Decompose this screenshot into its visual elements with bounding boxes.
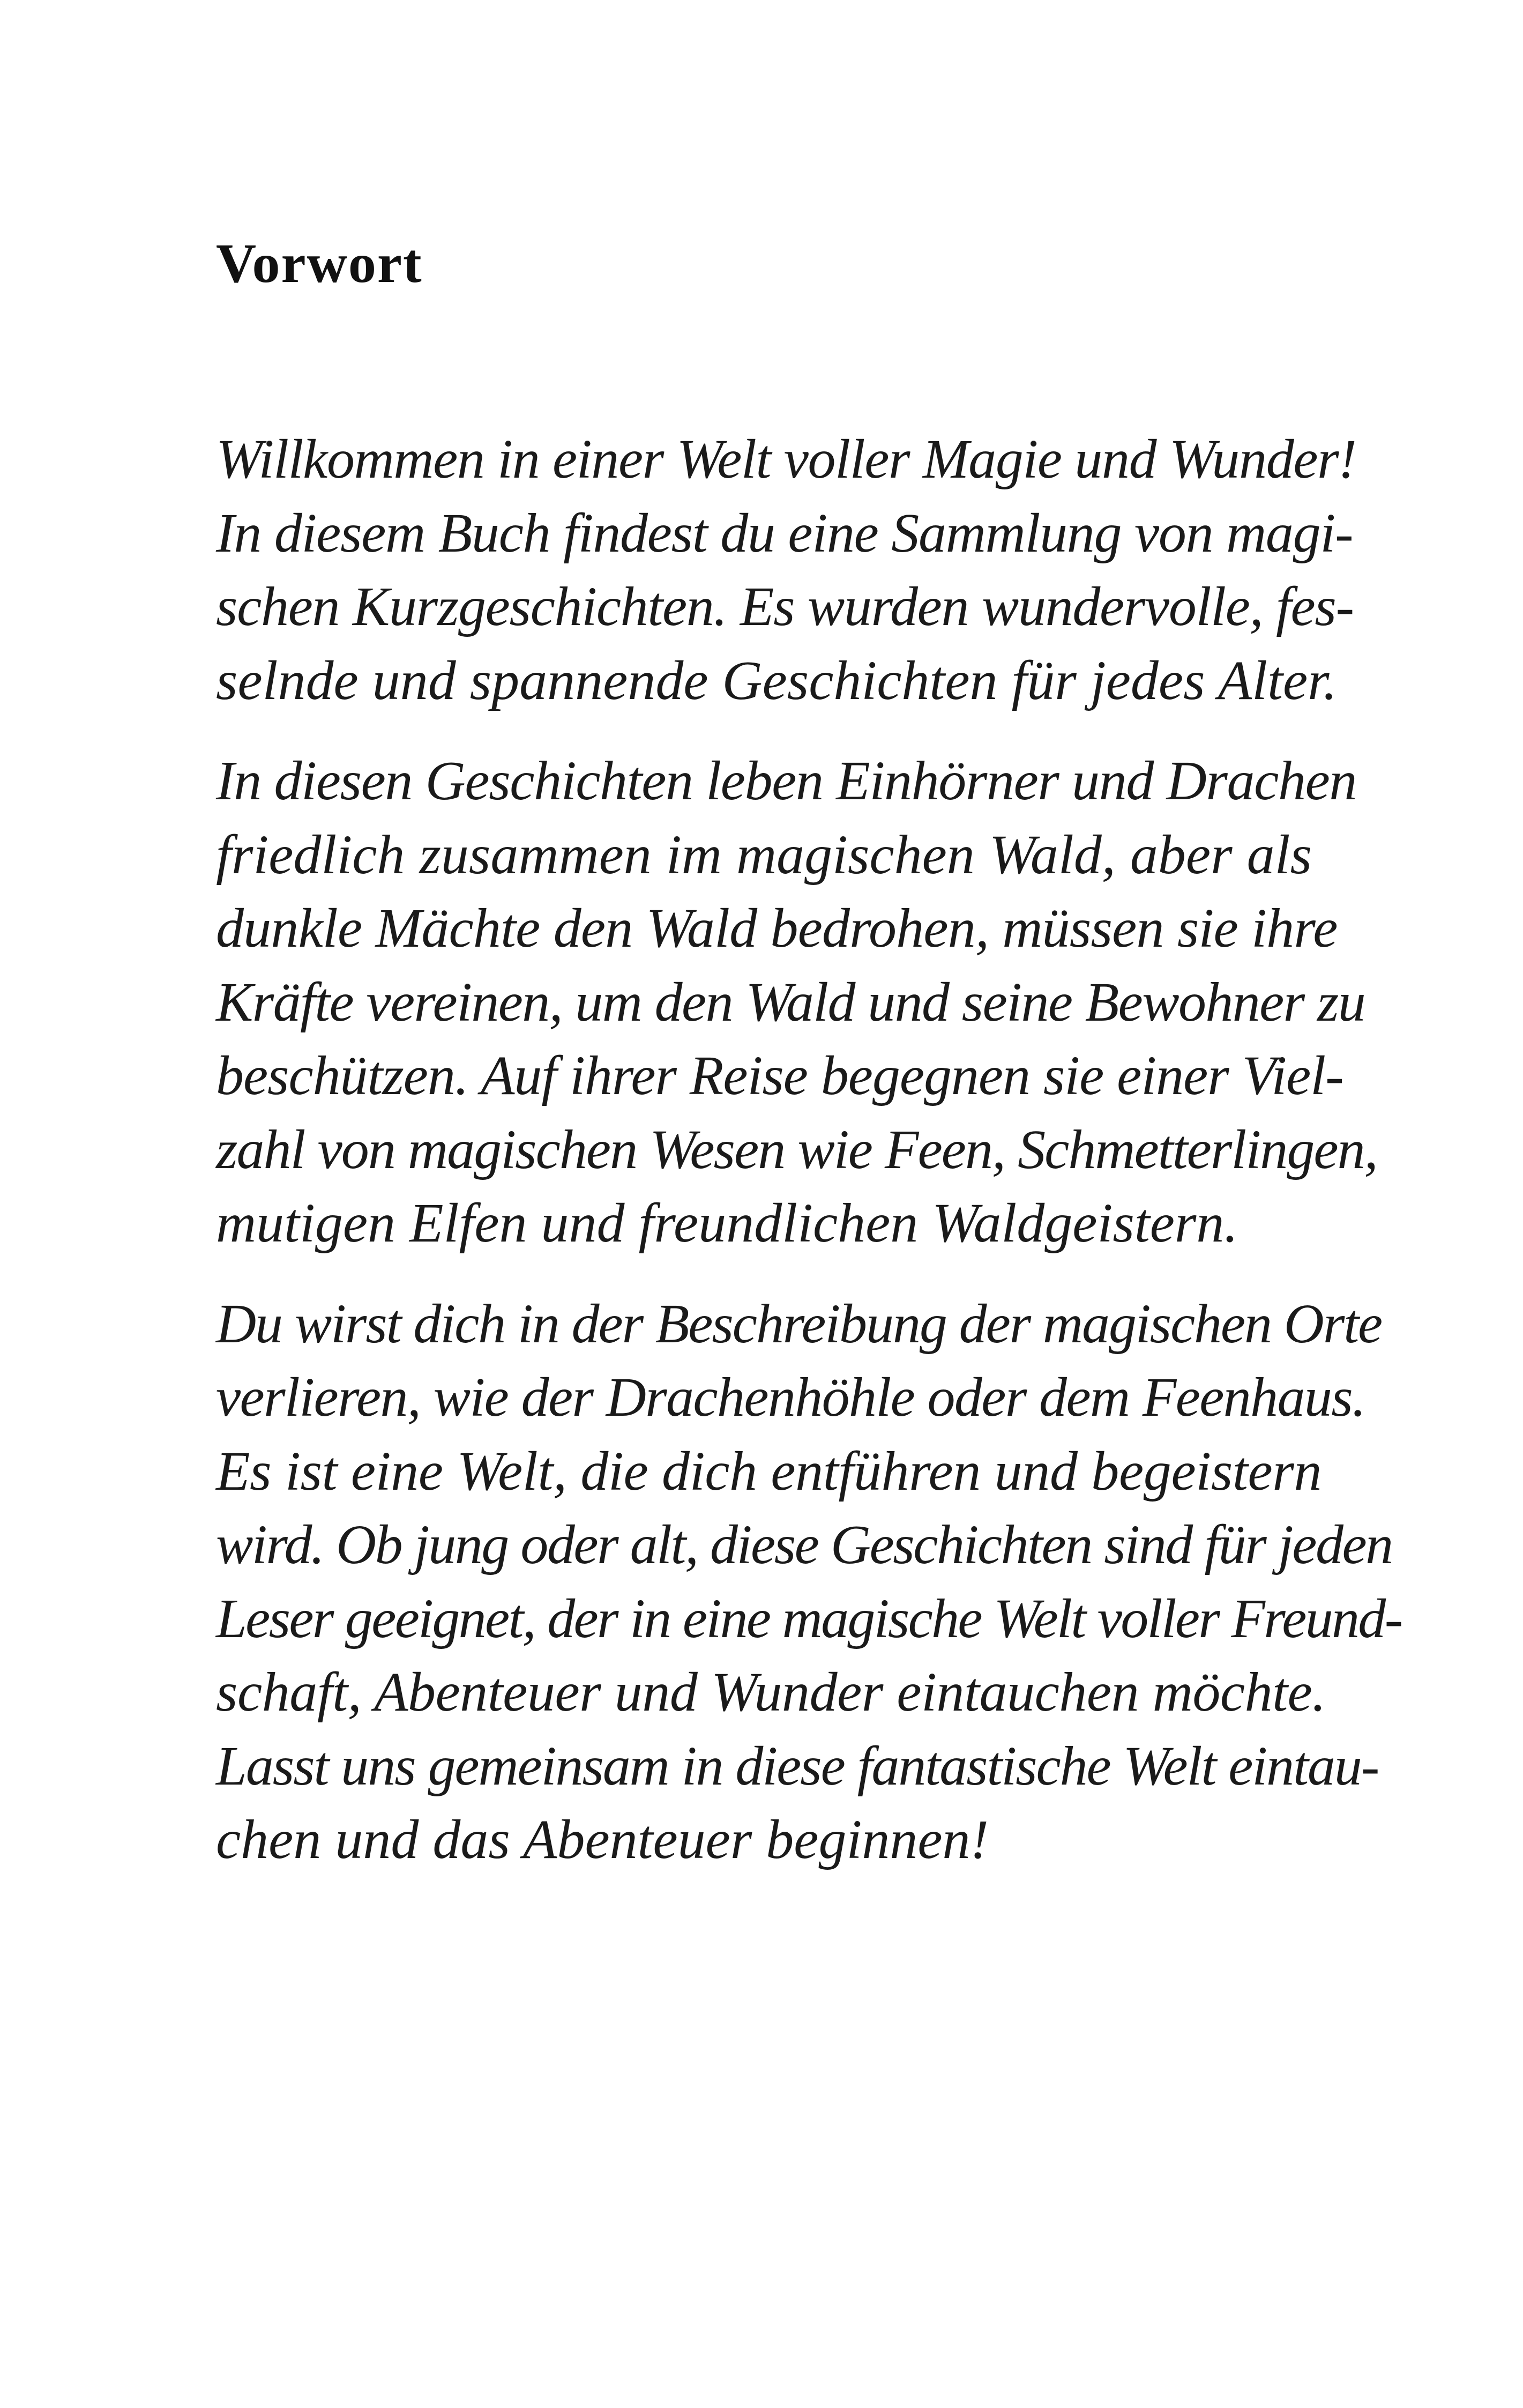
text-line: friedlich zusammen im magischen Wald, aber als bbox=[216, 823, 1312, 886]
paragraph-1 bbox=[216, 422, 1356, 717]
text-line: Lasst uns gemeinsam in diese fantastische Welt eintau- bbox=[216, 1735, 1379, 1797]
paragraph-2 bbox=[216, 744, 1377, 1260]
text-line: In diesem Buch findest du eine Sammlung von magi- bbox=[216, 502, 1353, 564]
paragraph-3 bbox=[216, 1287, 1402, 1877]
text-line: selnde und spannende Geschichten für jedes Alter. bbox=[216, 649, 1338, 711]
text-line: Leser geeignet, der in eine magische Welt voller Freund- bbox=[216, 1587, 1402, 1649]
text-line: Es ist eine Welt, die dich entführen und begeistern bbox=[216, 1440, 1322, 1502]
text-line: mutigen Elfen und freundlichen Waldgeistern. bbox=[216, 1192, 1238, 1254]
text-line: beschützen. Auf ihrer Reise begegnen sie einer Viel- bbox=[216, 1045, 1343, 1106]
text-line: wird. Ob jung oder alt, diese Geschichten sind für jeden bbox=[216, 1514, 1392, 1575]
text-line: Kräfte vereinen, um den Wald und seine Bewohner zu bbox=[216, 971, 1365, 1033]
text-line: schaft, Abenteuer und Wunder eintauchen möchte. bbox=[216, 1661, 1326, 1723]
chapter-heading: Vorwort bbox=[216, 233, 423, 294]
text-line: Du wirst dich in der Beschreibung der magischen Orte bbox=[216, 1292, 1382, 1355]
text-line: zahl von magischen Wesen wie Feen, Schmetterlingen, bbox=[216, 1118, 1377, 1180]
text-line: dunkle Mächte den Wald bedrohen, müssen sie ihre bbox=[216, 897, 1338, 959]
foreword-body bbox=[216, 422, 1402, 1904]
text-line: Willkommen in einer Welt voller Magie und Wunder! bbox=[216, 428, 1356, 490]
text-line: chen und das Abenteuer beginnen! bbox=[216, 1809, 989, 1870]
text-line: In diesen Geschichten leben Einhörner und Drachen bbox=[216, 750, 1357, 812]
text-line: verlieren, wie der Drachenhöhle oder dem Feenhaus. bbox=[216, 1366, 1365, 1428]
text-line: schen Kurzgeschichten. Es wurden wundervolle, fes- bbox=[216, 576, 1354, 637]
